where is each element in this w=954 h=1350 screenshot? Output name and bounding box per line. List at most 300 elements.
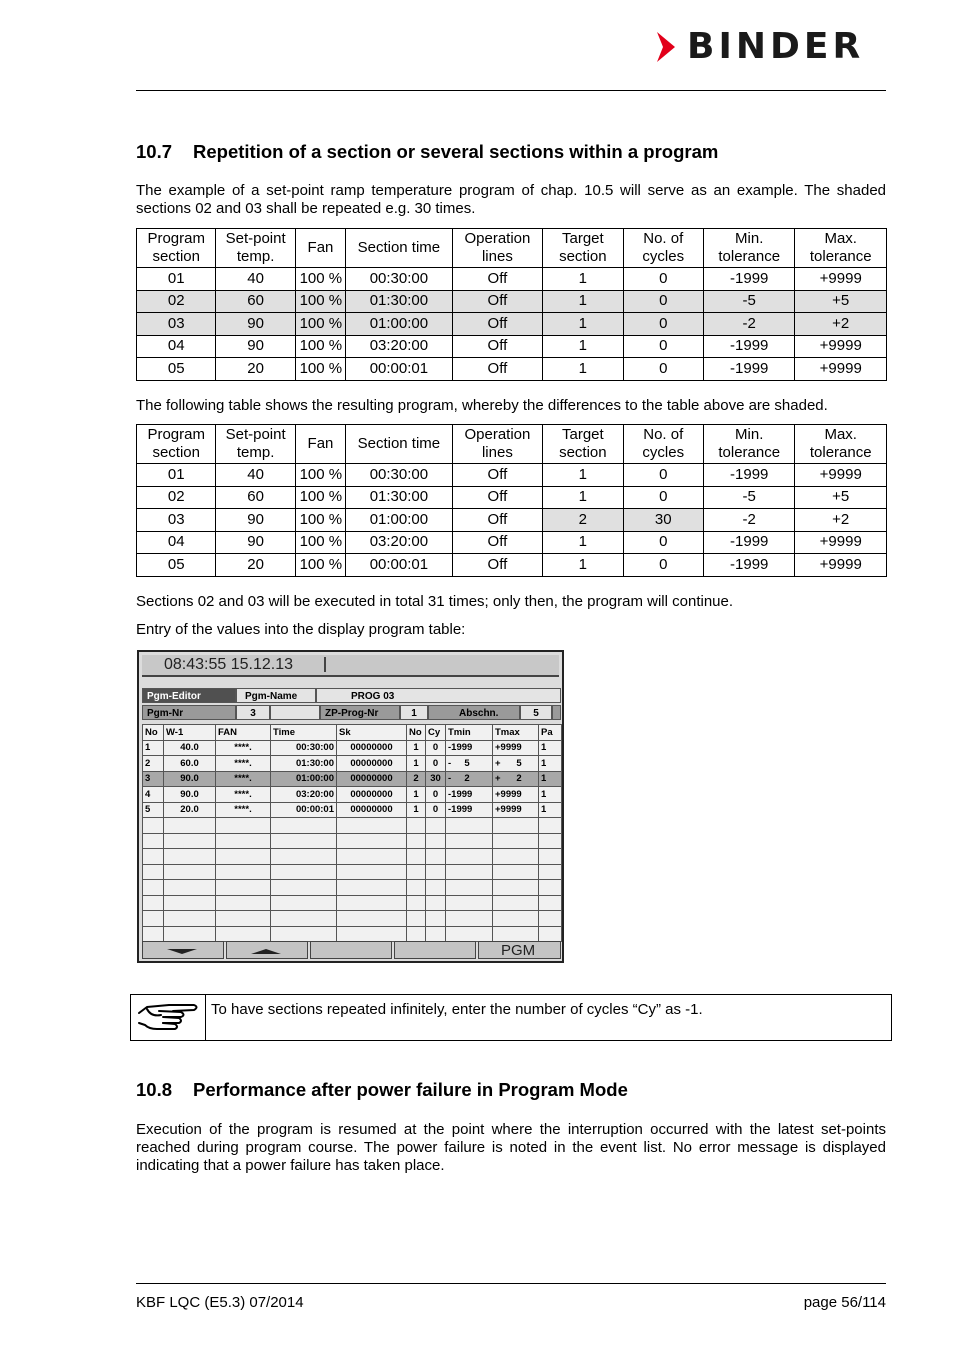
column-header: Fan [295,229,345,268]
column-header: Operation lines [452,229,542,268]
section-number: 10.7 [136,141,173,162]
pgm-nr-value[interactable]: 3 [236,705,270,720]
display-column-header: Cy [426,725,446,741]
display-empty-cell[interactable] [143,926,164,942]
pgm-nr-label: Pgm-Nr [142,705,236,720]
column-header: Section time [346,425,453,464]
column-header: Max. tolerance [795,229,887,268]
display-table-cell[interactable]: -1999 [446,740,493,756]
display-table-cell[interactable]: ****. [216,802,271,818]
table-cell: 100 % [295,554,345,577]
display-empty-cell[interactable] [539,818,562,834]
display-empty-cell[interactable] [337,818,407,834]
display-empty-cell[interactable] [407,849,426,865]
table-row [137,358,887,381]
display-table-cell[interactable]: 00000000 [337,756,407,772]
display-empty-cell[interactable] [216,880,271,896]
arrow-up-icon [227,942,307,958]
display-empty-cell[interactable] [426,864,446,880]
display-table-cell[interactable]: 00000000 [337,740,407,756]
binder-logo-icon [657,30,681,64]
display-empty-cell[interactable] [164,880,216,896]
table-cell: 03 [137,509,216,532]
display-table-cell[interactable]: 01:30:00 [271,756,337,772]
section-number: 10.8 [136,1079,173,1100]
pgm-button-label: PGM [501,942,536,959]
display-empty-cell[interactable] [407,911,426,927]
display-empty-cell[interactable] [216,849,271,865]
display-table-cell[interactable]: ****. [216,740,271,756]
display-empty-cell[interactable] [216,833,271,849]
table-cell: 00:00:01 [346,554,453,577]
display-status-field [324,657,556,672]
table-row [137,313,887,336]
scroll-down-button[interactable] [142,941,224,959]
display-empty-cell[interactable] [164,833,216,849]
pgm-editor-tab[interactable]: Pgm-Editor [142,688,236,703]
pgm-name-label: Pgm-Name [236,688,316,703]
table-cell: 1 [543,531,623,554]
display-empty-cell[interactable] [337,849,407,865]
display-empty-cell[interactable] [216,818,271,834]
display-column-header: Time [271,725,337,741]
display-empty-cell[interactable] [337,895,407,911]
table-cell: 01 [137,268,216,291]
display-empty-cell[interactable] [539,911,562,927]
display-empty-cell[interactable] [271,911,337,927]
empty-softkey-2[interactable] [394,941,476,959]
pointing-hand-icon [131,995,206,1040]
note-text: To have sections repeated infinitely, enter the number of cycles “Cy” as -1. [211,1001,703,1018]
table-cell: 40 [216,464,295,487]
display-empty-cell[interactable] [143,849,164,865]
display-empty-cell[interactable] [143,833,164,849]
column-header: Target section [543,425,623,464]
display-empty-row[interactable] [143,864,562,880]
display-table-cell[interactable]: ****. [216,787,271,803]
table-cell: 03 [137,313,216,336]
display-table-cell[interactable]: 2 [407,771,426,787]
display-table-cell[interactable]: 00000000 [337,771,407,787]
display-empty-cell[interactable] [271,926,337,942]
table-cell: 90 [216,509,295,532]
display-empty-cell[interactable] [271,895,337,911]
display-empty-row[interactable] [143,818,562,834]
display-empty-cell[interactable] [426,833,446,849]
display-table-cell[interactable]: 3 [143,771,164,787]
display-table-row[interactable] [143,756,562,772]
column-header: Max. tolerance [795,425,887,464]
display-column-header: No [143,725,164,741]
table-cell: Off [452,554,542,577]
display-empty-row[interactable] [143,880,562,896]
display-empty-cell[interactable] [164,895,216,911]
display-table-cell[interactable]: 30 [426,771,446,787]
table-cell: 100 % [295,531,345,554]
display-empty-cell[interactable] [493,818,539,834]
display-empty-cell[interactable] [271,864,337,880]
table-cell: -5 [703,486,794,509]
display-empty-cell[interactable] [493,864,539,880]
display-empty-cell[interactable] [539,833,562,849]
zp-prog-nr-value[interactable]: 1 [400,705,428,720]
table-cell: 100 % [295,290,345,313]
column-header: Program section [137,425,216,464]
empty-softkey-1[interactable] [310,941,392,959]
display-empty-cell[interactable] [407,895,426,911]
display-empty-cell[interactable] [446,818,493,834]
display-empty-cell[interactable] [143,818,164,834]
display-table-cell[interactable]: - 2 [446,771,493,787]
table-row [137,464,887,487]
display-empty-cell[interactable] [337,911,407,927]
display-table-row[interactable] [143,787,562,803]
display-table-cell[interactable]: 01:00:00 [271,771,337,787]
table-cell: Off [452,464,542,487]
display-table-cell[interactable]: -1999 [446,802,493,818]
display-table-cell[interactable]: 60.0 [164,756,216,772]
table-row [137,268,887,291]
display-table-cell[interactable]: + 5 [493,756,539,772]
display-empty-row[interactable] [143,895,562,911]
display-table-cell[interactable]: + 2 [493,771,539,787]
table-cell: 01:30:00 [346,290,453,313]
display-empty-cell[interactable] [337,880,407,896]
brand-name: BINDER [687,26,865,67]
display-empty-cell[interactable] [407,880,426,896]
display-empty-cell[interactable] [446,864,493,880]
display-table-cell[interactable]: 5 [143,802,164,818]
table-cell: 100 % [295,509,345,532]
table-cell: 1 [543,464,623,487]
display-table-cell[interactable]: 0 [426,740,446,756]
display-table-cell[interactable]: ****. [216,771,271,787]
display-empty-cell[interactable] [446,926,493,942]
table-cell: 01 [137,464,216,487]
table-cell: 03:20:00 [346,335,453,358]
display-empty-cell[interactable] [426,911,446,927]
table-cell: 100 % [295,464,345,487]
table-cell: 1 [543,358,623,381]
display-table-cell[interactable]: 0 [426,756,446,772]
table-cell: 40 [216,268,295,291]
display-empty-cell[interactable] [493,911,539,927]
display-empty-cell[interactable] [164,818,216,834]
table-row [137,509,887,532]
zp-prog-nr-label: ZP-Prog-Nr [320,705,400,720]
display-table-cell[interactable]: +9999 [493,802,539,818]
table-cell: 0 [623,554,703,577]
display-empty-cell[interactable] [446,895,493,911]
display-button-bar [142,941,561,959]
display-table-cell[interactable]: -1999 [446,787,493,803]
column-header: Set-point temp. [216,229,295,268]
scroll-up-button[interactable] [226,941,308,959]
table-cell: -1999 [703,358,794,381]
table-cell: +2 [795,509,887,532]
table-cell: 100 % [295,486,345,509]
section-10-8-heading [136,1079,896,1101]
entry-paragraph: Entry of the values into the display program table: [136,621,466,638]
display-table-cell[interactable]: 1 [407,756,426,772]
table-cell: 1 [543,335,623,358]
display-empty-cell[interactable] [143,880,164,896]
table-cell: 0 [623,290,703,313]
display-table-cell[interactable]: 1 [539,740,562,756]
table-cell: Off [452,313,542,336]
footer-rule [136,1283,886,1284]
table-cell: 1 [543,554,623,577]
display-empty-row[interactable] [143,833,562,849]
display-empty-cell[interactable] [407,833,426,849]
between-paragraph: The following table shows the resulting program, whereby the differences to the table above are shaded. [136,397,828,414]
column-header: Operation lines [452,425,542,464]
table-cell: 100 % [295,358,345,381]
table-cell: -2 [703,313,794,336]
table-cell: -1999 [703,531,794,554]
table-cell: 60 [216,290,295,313]
display-table-cell[interactable]: 1 [407,740,426,756]
program-table-original [136,228,887,381]
table-cell: -1999 [703,335,794,358]
table-cell: 02 [137,486,216,509]
table-cell: 04 [137,335,216,358]
display-empty-row[interactable] [143,849,562,865]
display-empty-cell[interactable] [216,864,271,880]
table-cell: 1 [543,268,623,291]
table-cell: 00:30:00 [346,268,453,291]
binder-logo [657,26,887,67]
display-table-cell[interactable]: 00:30:00 [271,740,337,756]
footer-page-number: page 56/114 [803,1294,886,1311]
display-table-cell[interactable]: 90.0 [164,787,216,803]
display-table-row[interactable] [143,771,562,787]
footer-doc-id: KBF LQC (E5.3) 07/2014 [136,1294,304,1311]
section-10-7-heading [136,141,896,163]
column-header: Fan [295,425,345,464]
table-cell: Off [452,290,542,313]
display-table-row[interactable] [143,740,562,756]
table-row [137,335,887,358]
display-empty-cell[interactable] [446,911,493,927]
table-cell: 0 [623,464,703,487]
display-empty-cell[interactable] [337,864,407,880]
display-empty-cell[interactable] [493,926,539,942]
table-cell: 05 [137,554,216,577]
display-table-cell[interactable]: 1 [407,787,426,803]
table-cell: 03:20:00 [346,531,453,554]
display-empty-cell[interactable] [539,880,562,896]
display-program-table [142,724,562,942]
display-table-cell[interactable]: 00000000 [337,787,407,803]
display-empty-cell[interactable] [216,911,271,927]
display-column-header: Sk [337,725,407,741]
display-empty-cell[interactable] [216,895,271,911]
display-column-header: W-1 [164,725,216,741]
table-cell: +9999 [795,335,887,358]
table-cell: +9999 [795,554,887,577]
display-empty-cell[interactable] [337,833,407,849]
display-table-cell[interactable]: 1 [539,787,562,803]
display-empty-cell[interactable] [164,926,216,942]
table-cell: 0 [623,531,703,554]
display-empty-cell[interactable] [164,849,216,865]
display-empty-cell[interactable] [271,849,337,865]
display-table-cell[interactable]: 03:20:00 [271,787,337,803]
column-header: No. of cycles [623,425,703,464]
table-row [137,290,887,313]
display-empty-cell[interactable] [407,926,426,942]
table-cell: 100 % [295,268,345,291]
table-cell: Off [452,486,542,509]
table-cell: 0 [623,313,703,336]
abschn-value[interactable]: 5 [520,705,552,720]
pgm-name-value[interactable]: PROG 03 [316,688,561,703]
display-empty-cell[interactable] [426,818,446,834]
table-cell: -5 [703,290,794,313]
table-cell: +9999 [795,358,887,381]
display-empty-cell[interactable] [493,880,539,896]
table-cell: 1 [543,313,623,336]
table-cell: 60 [216,486,295,509]
controller-display [137,650,564,963]
display-table-cell[interactable]: 1 [143,740,164,756]
column-header: Target section [543,229,623,268]
power-failure-paragraph: Execution of the program is resumed at the point where the interruption occurred with the latest set-points reached during program course. The power failure is noted in the event list. No error message is displayed indicating that a power failure has taken place. [136,1121,886,1174]
display-empty-cell[interactable] [446,833,493,849]
display-table-cell[interactable]: 00000000 [337,802,407,818]
display-empty-cell[interactable] [539,849,562,865]
display-empty-cell[interactable] [271,818,337,834]
display-empty-cell[interactable] [426,849,446,865]
display-empty-cell[interactable] [271,833,337,849]
note-box [130,994,892,1041]
display-table-cell[interactable]: 00:00:01 [271,802,337,818]
table-cell: 2 [543,509,623,532]
display-table-cell[interactable]: 0 [426,787,446,803]
display-table-cell[interactable]: 0 [426,802,446,818]
display-table-cell[interactable]: 1 [539,756,562,772]
abschn-label: Abschn. [428,705,520,720]
table-cell: 30 [623,509,703,532]
display-table-cell[interactable]: 2 [143,756,164,772]
display-empty-cell[interactable] [426,895,446,911]
table-cell: 100 % [295,335,345,358]
table-cell: 02 [137,290,216,313]
display-table-cell[interactable]: +9999 [493,740,539,756]
display-empty-cell[interactable] [407,864,426,880]
display-table-cell[interactable]: 1 [407,802,426,818]
display-empty-row[interactable] [143,911,562,927]
table-row [137,531,887,554]
display-empty-cell[interactable] [143,911,164,927]
display-empty-cell[interactable] [164,864,216,880]
table-cell: Off [452,358,542,381]
table-row [137,486,887,509]
display-column-header: Tmax [493,725,539,741]
display-empty-cell[interactable] [216,926,271,942]
table-cell: 90 [216,313,295,336]
table-cell: +9999 [795,531,887,554]
table-cell: Off [452,509,542,532]
display-table-cell[interactable]: 1 [539,771,562,787]
table-cell: -1999 [703,268,794,291]
table-cell: 90 [216,335,295,358]
table-cell: 0 [623,268,703,291]
display-column-header: No [407,725,426,741]
display-column-header: Tmin [446,725,493,741]
display-empty-cell[interactable] [337,926,407,942]
table-cell: 00:30:00 [346,464,453,487]
display-table-cell[interactable]: ****. [216,756,271,772]
display-empty-cell[interactable] [539,895,562,911]
display-empty-cell[interactable] [426,926,446,942]
column-header: Min. tolerance [703,229,794,268]
display-empty-cell[interactable] [143,895,164,911]
display-table-cell[interactable]: 90.0 [164,771,216,787]
display-table-cell[interactable]: - 5 [446,756,493,772]
display-empty-cell[interactable] [407,818,426,834]
display-empty-cell[interactable] [539,926,562,942]
table-cell: 100 % [295,313,345,336]
display-table-cell[interactable]: 1 [539,802,562,818]
display-table-row[interactable] [143,802,562,818]
table-cell: 0 [623,486,703,509]
display-empty-cell[interactable] [426,880,446,896]
display-table-cell[interactable]: 40.0 [164,740,216,756]
after-paragraph: Sections 02 and 03 will be executed in total 31 times; only then, the program will continue. [136,593,734,610]
display-empty-cell[interactable] [446,849,493,865]
table-row [137,554,887,577]
table-cell: -2 [703,509,794,532]
display-empty-row[interactable] [143,926,562,942]
table-cell: +5 [795,290,887,313]
display-table-cell[interactable]: 4 [143,787,164,803]
table-cell: 01:30:00 [346,486,453,509]
display-empty-cell[interactable] [143,864,164,880]
column-header: Program section [137,229,216,268]
section-title: Performance after power failure in Program Mode [193,1079,628,1100]
display-table-cell[interactable]: +9999 [493,787,539,803]
display-empty-cell[interactable] [446,880,493,896]
table-cell: 04 [137,531,216,554]
table-cell: 01:00:00 [346,313,453,336]
display-empty-cell[interactable] [493,833,539,849]
display-empty-cell[interactable] [493,895,539,911]
pgm-button[interactable] [478,941,561,959]
display-empty-cell[interactable] [539,864,562,880]
column-header: Min. tolerance [703,425,794,464]
table-cell: +5 [795,486,887,509]
column-header: Set-point temp. [216,425,295,464]
display-table-header [143,725,562,741]
table-cell: 1 [543,290,623,313]
display-datetime: 08:43:55 15.12.13 [164,656,294,673]
pgm-nr-spacer [270,705,320,720]
display-table-cell[interactable]: 20.0 [164,802,216,818]
display-empty-cell[interactable] [164,911,216,927]
display-empty-cell[interactable] [493,849,539,865]
table-cell: Off [452,531,542,554]
display-column-header: FAN [216,725,271,741]
table-cell: 0 [623,335,703,358]
table-cell: +2 [795,313,887,336]
display-empty-cell[interactable] [271,880,337,896]
display-column-header: Pa [539,725,562,741]
section-title: Repetition of a section or several sections within a program [193,141,719,162]
table-cell: 20 [216,554,295,577]
program-table-resulting [136,424,887,577]
